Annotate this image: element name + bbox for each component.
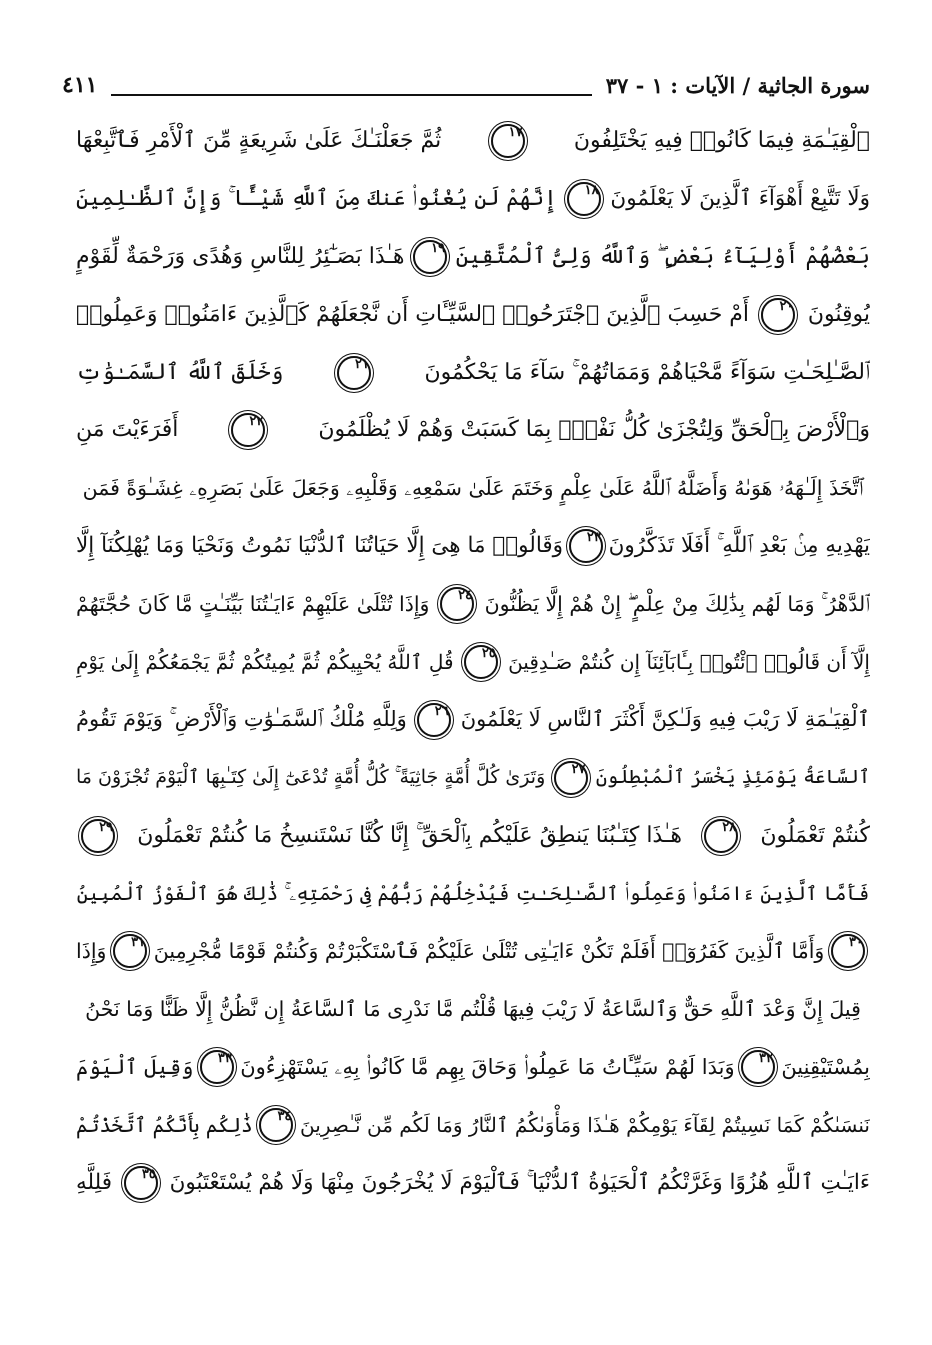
verse-text: ذَٰلِكُم بِأَنَّكُمُ ٱتَّخَذْتُمْ [76,1113,253,1138]
verse-text: أَفَرَءَيْتَ مَنِ [76,417,179,443]
verse-text: كُنتُمْ تَعْمَلُونَ [760,822,870,848]
verse-text: فَلِلَّهِ [76,1170,113,1196]
ayah-number-marker: ٣٣ [200,1050,234,1084]
text-line [76,286,870,344]
verse-text: وَقَالُوا۟ مَا هِىَ إِلَّا حَيَاتُنَا ٱلدُّنْيَا نَمُوتُ وَنَحْيَا وَمَا يُهْلِكُنَآ إِلَّا [76,533,564,559]
text-line [76,1038,870,1096]
verse-text: وَبَدَا لَهُمْ سَيِّـَٔاتُ مَا عَمِلُوا۟ وَحَاقَ بِهِم مَّا كَانُوا۟ بِهِۦ يَسْتَهْزِءُونَ [240,1054,735,1079]
verse-text: وَإِذَا [76,939,107,964]
verse-text: وَلَا تَتَّبِعْ أَهْوَآءَ ٱلَّذِينَ لَا يَعْلَمُونَ [610,186,870,212]
text-line [76,170,870,228]
text-line [76,1096,870,1154]
verse-text: نَنسَىٰكُمْ كَمَا نَسِيتُمْ لِقَآءَ يَوْمِكُمْ هَـٰذَا وَمَأْوَىٰكُمُ ٱلنَّارُ وَمَا لَكُم مِّن نَّـٰصِرِينَ [300,1113,870,1138]
ayah-number-marker: ٢٩ [81,819,115,853]
ayah-number-marker: ٢٥ [464,645,498,679]
text-line [76,980,870,1038]
verse-text: إِلَّآ أَن قَالُوا۟ ٱئْتُوا۟ بِـَٔابَآئِنَآ إِن كُنتُمْ صَـٰدِقِينَ [508,649,870,674]
text-line [76,865,870,923]
ayah-number-marker: ٣٥ [124,1166,158,1200]
text-line [76,807,870,865]
verse-text: ٱلدَّهْرُ ۚ وَمَا لَهُم بِذَٰلِكَ مِنْ عِلْمٍ ۖ إِنْ هُمْ إِلَّا يَظُنُّونَ [484,591,870,616]
ayah-number-marker: ١٧ [491,124,525,158]
ayah-number-marker: ٢٧ [554,761,588,795]
ayah-number-marker: ٣٠ [831,934,865,968]
text-line [76,633,870,691]
verse-text: ٱلسَّاعَةُ يَوْمَئِذٍ يَخْسَرُ ٱلْمُبْطِلُونَ [595,766,870,789]
text-line [76,749,870,807]
quran-text-block [76,112,870,1212]
verse-text: فَأَمَّا ٱلَّذِينَ ءَامَنُوا۟ وَعَمِلُوا۟ ٱلصَّـٰلِحَـٰتِ فَيُدْخِلُهُمْ رَبُّهُمْ فِى رَحْمَتِهِۦ ۚ ذَٰلِكَ هُوَ ٱلْفَوْزُ ٱلْمُبِينُ [76,881,870,905]
verse-text: أَمْ حَسِبَ ٱلَّذِينَ ٱجْتَرَحُوا۟ ٱلسَّيِّـَٔاتِ أَن نَّجْعَلَهُمْ كَٱلَّذِينَ ءَامَنُوا۟ وَعَمِلُوا۟ [76,301,750,327]
header-rule [111,94,591,96]
text-line [76,112,870,170]
verse-text: ءَايَـٰتِ ٱللَّهِ هُزُوًا وَغَرَّتْكُمُ ٱلْحَيَوٰةُ ٱلدُّنْيَا ۚ فَٱلْيَوْمَ لَا يُخْرَجُونَ مِنْهَا وَلَا هُمْ يُسْتَعْتَبُونَ [169,1170,870,1196]
text-line [76,459,870,517]
ayah-number-marker: ٢٢ [231,413,265,447]
verse-text: وَٱلْأَرْضَ بِٱلْحَقِّ وَلِتُجْزَىٰ كُلُّ نَفْسٍۭ بِمَا كَسَبَتْ وَهُمْ لَا يُظْلَمُونَ [318,417,870,443]
verse-text: ٱتَّخَذَ إِلَـٰهَهُۥ هَوَىٰهُ وَأَضَلَّهُ ٱللَّهُ عَلَىٰ عِلْمٍ وَخَتَمَ عَلَىٰ سَمْعِهِۦ وَقَلْبِهِۦ وَجَعَلَ عَلَىٰ بَصَرِهِۦ غِشَـٰوَةً فَمَن [82,476,864,501]
verse-text: بَعْضُهُمْ أَوْلِيَآءُ بَعْضٍ ۖ وَٱللَّهُ وَلِىُّ ٱلْمُتَّقِينَ [455,243,870,269]
verse-text: وَقِيلَ ٱلْيَوْمَ [76,1054,194,1079]
verse-text: ٱلْقِيَـٰمَةِ فِيمَا كَانُوا۟ فِيهِ يَخْتَلِفُونَ [573,127,870,153]
verse-text: ٱلصَّـٰلِحَـٰتِ سَوَآءً مَّحْيَاهُمْ وَمَمَاتُهُمْ ۚ سَآءَ مَا يَحْكُمُونَ [424,359,870,385]
verse-text: ٱلْقِيَـٰمَةِ لَا رَيْبَ فِيهِ وَلَـٰكِنَّ أَكْثَرَ ٱلنَّاسِ لَا يَعْلَمُونَ [460,707,870,732]
ayah-number-marker: ٢٦ [417,703,451,737]
verse-text: وَخَلَقَ ٱللَّهُ ٱلسَّمَـٰوَٰتِ [76,359,284,385]
ayah-number-marker: ٣١ [113,934,147,968]
verse-text: ثُمَّ جَعَلْنَـٰكَ عَلَىٰ شَرِيعَةٍ مِّنَ ٱلْأَمْرِ فَٱتَّبِعْهَا [76,127,442,153]
verse-text: وَلِلَّهِ مُلْكُ ٱلسَّمَـٰوَٰتِ وَٱلْأَرْضِ ۚ وَيَوْمَ تَقُومُ [76,707,407,732]
surah-title: سورة الجاثية / الآيات : ١ - ٣٧ [605,73,870,98]
verse-text: هَـٰذَا بَصَـٰٓئِرُ لِلنَّاسِ وَهُدًى وَرَحْمَةٌ لِّقَوْمٍ [76,243,405,269]
verse-text: وَإِذَا تُتْلَىٰ عَلَيْهِمْ ءَايَـٰتُنَا بَيِّنَـٰتٍ مَّا كَانَ حُجَّتَهُمْ [76,591,430,616]
page-header [62,70,870,104]
verse-text: قِيلَ إِنَّ وَعْدَ ٱللَّهِ حَقٌّ وَٱلسَّاعَةُ لَا رَيْبَ فِيهَا قُلْتُم مَّا نَدْرِى مَا ٱلسَّاعَةُ إِن نَّظُنُّ إِلَّا ظَنًّا وَمَا نَحْنُ [85,997,861,1022]
ayah-number-marker: ٣٤ [259,1108,293,1142]
ayah-number-marker: ٣٢ [741,1050,775,1084]
verse-text: قُلِ ٱللَّهُ يُحْيِيكُمْ ثُمَّ يُمِيتُكُمْ ثُمَّ يَجْمَعُكُمْ إِلَىٰ يَوْمِ [76,649,454,674]
ayah-number-marker: ٢٤ [440,587,474,621]
text-line [76,517,870,575]
ayah-number-marker: ٢١ [337,356,371,390]
text-line [76,344,870,402]
verse-text: إِنَّهُمْ لَن يُغْنُوا۟ عَنكَ مِنَ ٱللَّهِ شَيْـًٔا ۚ وَإِنَّ ٱلظَّـٰلِمِينَ [76,186,557,212]
ayah-number-marker: ٢٠ [761,298,795,332]
page-number: ٤١١ [62,72,98,98]
verse-text: وَأَمَّا ٱلَّذِينَ كَفَرُوٓا۟ أَفَلَمْ تَكُنْ ءَايَـٰتِى تُتْلَىٰ عَلَيْكُمْ فَٱسْتَكْبَرْتُمْ وَكُنتُمْ قَوْمًا مُّجْرِمِينَ [153,939,825,964]
text-line [76,575,870,633]
text-line [76,922,870,980]
text-line [76,228,870,286]
ayah-number-marker: ٢٣ [569,529,603,563]
verse-text: يَهْدِيهِ مِنۢ بَعْدِ ٱللَّهِ ۚ أَفَلَا تَذَكَّرُونَ [608,533,870,559]
verse-text: بِمُسْتَيْقِنِينَ [781,1054,870,1079]
text-line [76,1154,870,1212]
verse-text: هَـٰذَا كِتَـٰبُنَا يَنطِقُ عَلَيْكُم بِٱلْحَقِّ ۚ إِنَّا كُنَّا نَسْتَنسِخُ مَا كُنتُمْ تَعْمَلُونَ [137,822,683,848]
verse-text: وَتَرَىٰ كُلَّ أُمَّةٍ جَاثِيَةً ۚ كُلُّ أُمَّةٍ تُدْعَىٰٓ إِلَىٰ كِتَـٰبِهَا ٱلْيَوْمَ تُجْزَوْنَ مَا [76,766,546,789]
ayah-number-marker: ٢٨ [704,819,738,853]
text-line [76,691,870,749]
ayah-number-marker: ١٨ [567,182,601,216]
ayah-number-marker: ١٩ [413,240,447,274]
text-line [76,401,870,459]
verse-text: يُوقِنُونَ [807,301,870,327]
